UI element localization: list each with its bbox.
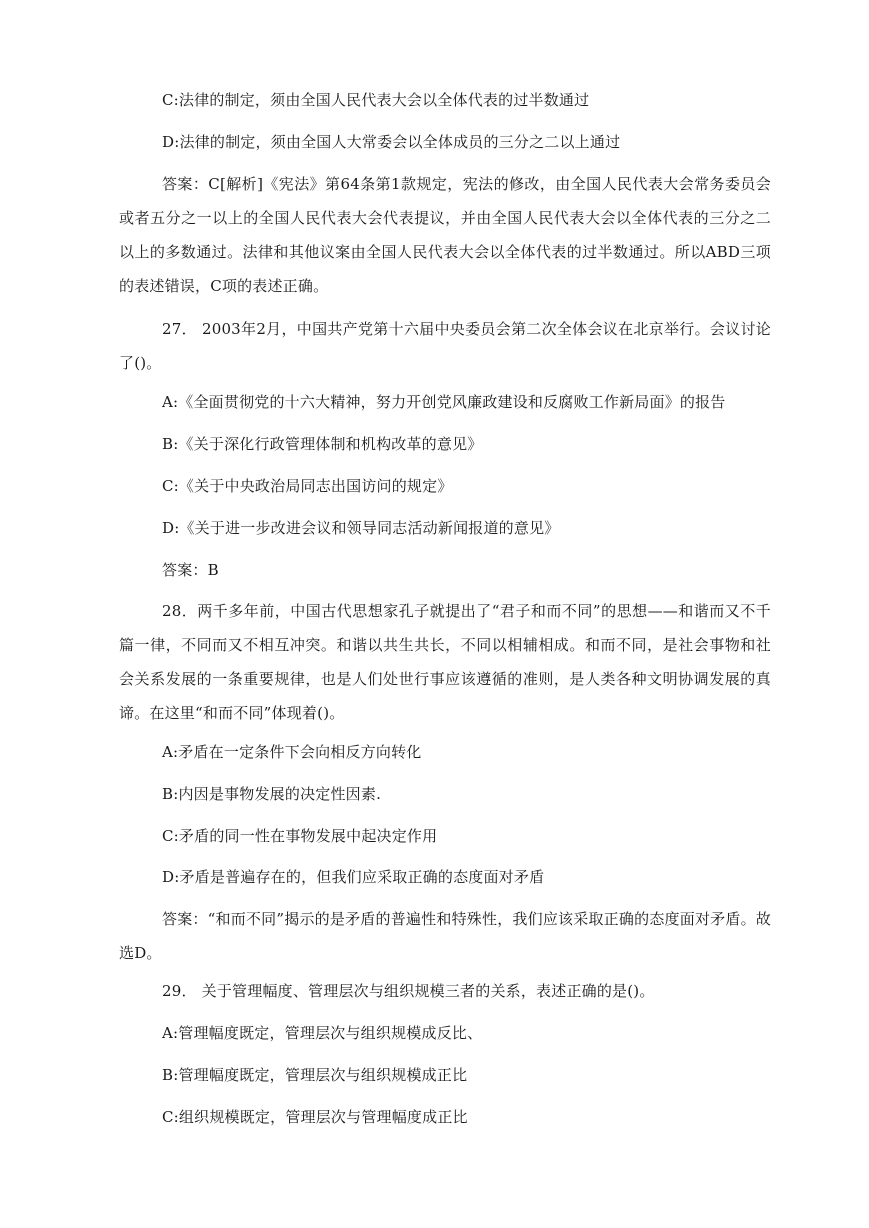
q29-question: 29． 关于管理幅度、管理层次与组织规模三者的关系，表述正确的是()。 [162,982,655,1000]
q26-option-d: D:法律的制定，须由全国人大常委会以全体成员的三分之二以上通过 [162,133,621,151]
q28-option-a: A:矛盾在一定条件下会向相反方向转化 [162,743,422,761]
q29-option-c: C:组织规模既定，管理层次与管理幅度成正比 [162,1108,468,1126]
q27-option-a: A:《全面贯彻党的十六大精神，努力开创党风廉政建设和反腐败工作新局面》的报告 [162,393,726,411]
q27-option-b: B:《关于深化行政管理体制和机构改革的意见》 [162,435,483,453]
q28-answer: 答案：“和而不同”揭示的是矛盾的普遍性和特殊性，我们应该采取正确的态度面对矛盾。故选D。 [119,910,771,962]
q28-option-b: B:内因是事物发展的决定性因素. [162,785,382,803]
q29-option-a: A:管理幅度既定，管理层次与组织规模成反比、 [162,1024,483,1042]
q27-option-d: D:《关于进一步改进会议和领导同志活动新闻报道的意见》 [162,519,560,537]
q28-option-c: C:矛盾的同一性在事物发展中起决定作用 [162,827,438,845]
q29-option-b: B:管理幅度既定，管理层次与组织规模成正比 [162,1066,468,1084]
q28-option-d: D:矛盾是普遍存在的，但我们应采取正确的态度面对矛盾 [162,868,545,886]
q28-question: 28．两千多年前，中国古代思想家孔子就提出了“君子和而不同”的思想——和谐而又不千篇一律，不同而又不相互冲突。和谐以共生共长，不同以相辅相成。和而不同，是社会事物和社会关系发展的一条重要规律，也是人们处世行事应该遵循的准则，是人类各种文明协调发展的真谛。在这里“和而不同”体现着()。 [119,602,771,722]
q26-answer: 答案：C[解析]《宪法》第64条第1款规定，宪法的修改，由全国人民代表大会常务委员会或者五分之一以上的全国人民代表大会代表提议，并由全国人民代表大会以全体代表的三分之二以上的多数通过。法律和其他议案由全国人民代表大会以全体代表的过半数通过。所以ABD三项的表述错误，C项的表述正确。 [119,175,771,295]
q27-answer: 答案：B [162,561,219,579]
q26-option-c: C:法律的制定，须由全国人民代表大会以全体代表的过半数通过 [162,91,590,109]
q27-question: 27． 2003年2月，中国共产党第十六届中央委员会第二次全体会议在北京举行。会议讨论了()。 [119,320,771,372]
q27-option-c: C:《关于中央政治局同志出国访问的规定》 [162,477,453,495]
